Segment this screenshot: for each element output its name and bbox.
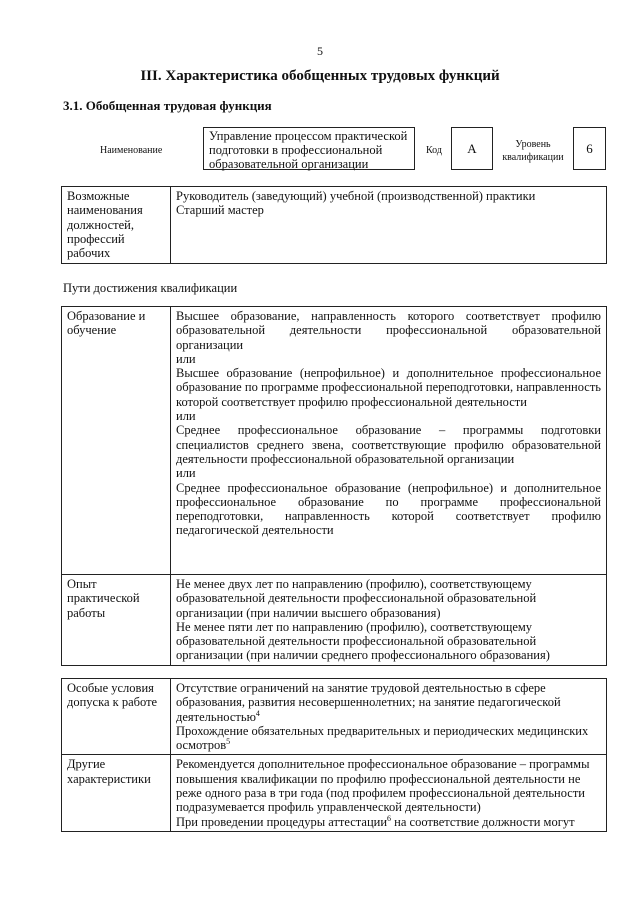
function-name-label: Наименование (100, 145, 163, 156)
education-cell (171, 307, 607, 575)
code-value: А (451, 127, 493, 170)
education-text: Высшее образование (непрофильное) и дополнительное профессиональное образование по программе профессиональной переподготовки, направленность которой соответствует профилю профессиональной деятельности (176, 366, 601, 409)
other-characteristics-label: Другие характеристики (62, 755, 171, 831)
qualification-paths-table (61, 306, 607, 666)
table-row (62, 575, 607, 666)
table-row (62, 755, 607, 831)
or-text: или (176, 351, 196, 366)
function-name-line: образовательной организации (209, 157, 369, 171)
table-row (62, 307, 607, 575)
education-text: Высшее образование, направленность которого соответствует профилю образовательной деятельности профессиональной образовательной организации (176, 309, 601, 352)
position-item: Старший мастер (176, 203, 264, 218)
or-text: или (176, 409, 196, 424)
positions-cell (171, 187, 607, 264)
conditions-table (61, 678, 607, 832)
table-row (62, 187, 607, 264)
footnote-ref: 4 (255, 708, 260, 718)
function-name-line: подготовки в профессиональной (209, 143, 383, 157)
section-title: III. Характеристика обобщенных трудовых функций (140, 68, 500, 84)
experience-text: Не менее двух лет по направлению (профилю), соответствующему образовательной деятельности профессиональной образовательной организации (при наличии высшего образования) (176, 577, 537, 620)
special-condition-text: Прохождение обязательных предварительных и периодических медицинских осмотров$^5$ (176, 723, 589, 753)
special-conditions-label: Особые условия допуска к работе (62, 679, 171, 755)
experience-text: Не менее пяти лет по направлению (профилю), соответствующему образовательной деятельности профессиональной образовательной организации (при наличии среднего профессионального образования) (176, 619, 550, 663)
subsection-title: 3.1. Обобщенная трудовая функция (63, 98, 272, 113)
experience-label: Опыт практической работы (62, 575, 171, 666)
special-conditions-cell (171, 679, 607, 755)
function-name-box (203, 127, 415, 170)
education-text: Среднее профессиональное образование – программы подготовки специалистов среднего звена, соответствующие профилю образовательной деятельности профессиональной образовательной организации (176, 423, 601, 466)
table-row (62, 679, 607, 755)
paths-title: Пути достижения квалификации (63, 281, 238, 295)
experience-cell (171, 575, 607, 666)
level-label-line: квалификации (502, 152, 564, 163)
special-condition-text: Отсутствие ограничений на занятие трудовой деятельностью в сфере образования, развития несовершеннолетних; на занятие педагогической деятельностью$^4$ (176, 681, 561, 724)
position-item: Руководитель (заведующий) учебной (производственной) практики (176, 189, 536, 203)
level-label-line: Уровень (515, 139, 551, 150)
education-text: Среднее профессиональное образование (непрофильное) и дополнительное профессиональное образование по программе профессиональной переподготовки, направленность которой соответствует профилю педагогической деятельности (176, 480, 601, 538)
footnote-ref: 5 (226, 737, 231, 747)
education-label: Образование и обучение (62, 307, 171, 575)
page-number: 5 (317, 44, 323, 58)
level-value: 6 (573, 127, 606, 170)
function-name-line: Управление процессом практической (209, 129, 408, 143)
footnote-ref: 6 (387, 813, 392, 823)
other-characteristics-text: При проведении процедуры аттестации$^6$ на соответствие должности могут (176, 813, 575, 829)
level-label (500, 138, 566, 164)
positions-table (61, 186, 607, 264)
other-characteristics-text: Рекомендуется дополнительное профессиональное образование – программы повышения квалификации по профилю профессиональной деятельности не реже одного раза в три года (под профилем профессиональной деятельности подразумевается профиль управленческой деятельности) (176, 757, 590, 815)
other-characteristics-cell (171, 755, 607, 831)
positions-label: Возможные наименования должностей, профессий рабочих (62, 187, 171, 264)
or-text: или (176, 466, 196, 481)
code-label: Код (426, 145, 442, 156)
